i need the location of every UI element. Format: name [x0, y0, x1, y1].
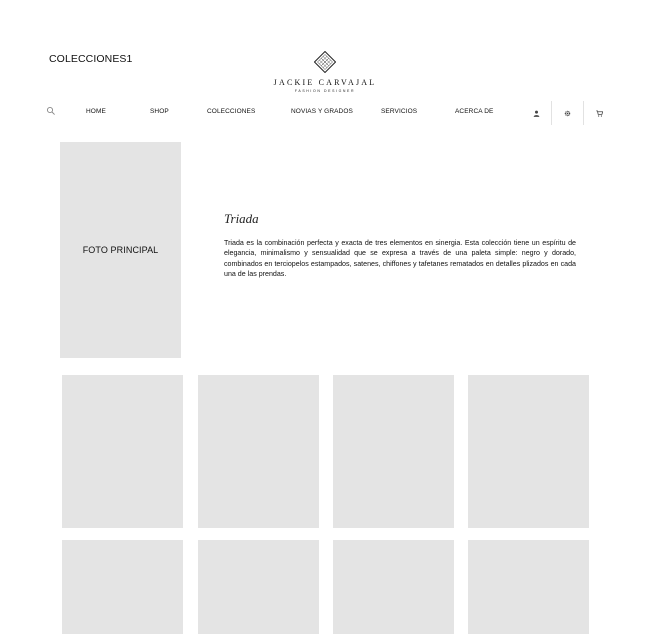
gallery-item[interactable]	[198, 540, 319, 634]
nav-item-novias-y-grados[interactable]: NOVIAS Y GRADOS	[291, 108, 353, 115]
gallery-item[interactable]	[62, 540, 183, 634]
gallery-item[interactable]	[62, 375, 183, 528]
collection-description: Triada es la combinación perfecta y exacta de tres elementos en sinergia. Esta colección tiene un espíritu de elegancia, minimalismo y sensualidad que se expresa a través de una paleta simple: negro y dorado, combinados en terciopelos estampados, satenes, chiffones y tafetanes rematados en detalles plizados en cada una de las prendas.	[224, 239, 576, 279]
brand-name: JACKIE CARVAJAL	[273, 78, 377, 87]
gallery-item[interactable]	[198, 375, 319, 528]
main-photo-label: FOTO PRINCIPAL	[82, 245, 159, 255]
cart-button[interactable]	[583, 101, 615, 125]
collection-title: Triada	[224, 211, 259, 226]
nav-item-servicios[interactable]: SERVICIOS	[381, 108, 418, 115]
cart-icon	[596, 110, 603, 117]
gear-icon	[564, 110, 571, 117]
gallery-item[interactable]	[333, 540, 454, 634]
settings-button[interactable]	[551, 101, 583, 125]
brand-tagline: FASHION DESIGNER	[294, 89, 356, 93]
nav-item-colecciones[interactable]: COLECCIONES	[207, 108, 256, 115]
nav-item-acerca-de[interactable]: ACERCA DE	[455, 108, 494, 115]
account-button[interactable]	[520, 101, 552, 125]
main-photo-placeholder	[60, 142, 181, 358]
page-label: COLECCIONES1	[49, 53, 133, 65]
gallery-item[interactable]	[333, 375, 454, 528]
gallery-item[interactable]	[468, 375, 589, 528]
search-icon[interactable]	[46, 106, 56, 116]
gallery-item[interactable]	[468, 540, 589, 634]
nav-item-shop[interactable]: SHOP	[150, 108, 169, 115]
user-icon	[533, 110, 540, 117]
diamond-logo-icon	[314, 51, 336, 73]
nav-item-home[interactable]: HOME	[86, 108, 106, 115]
